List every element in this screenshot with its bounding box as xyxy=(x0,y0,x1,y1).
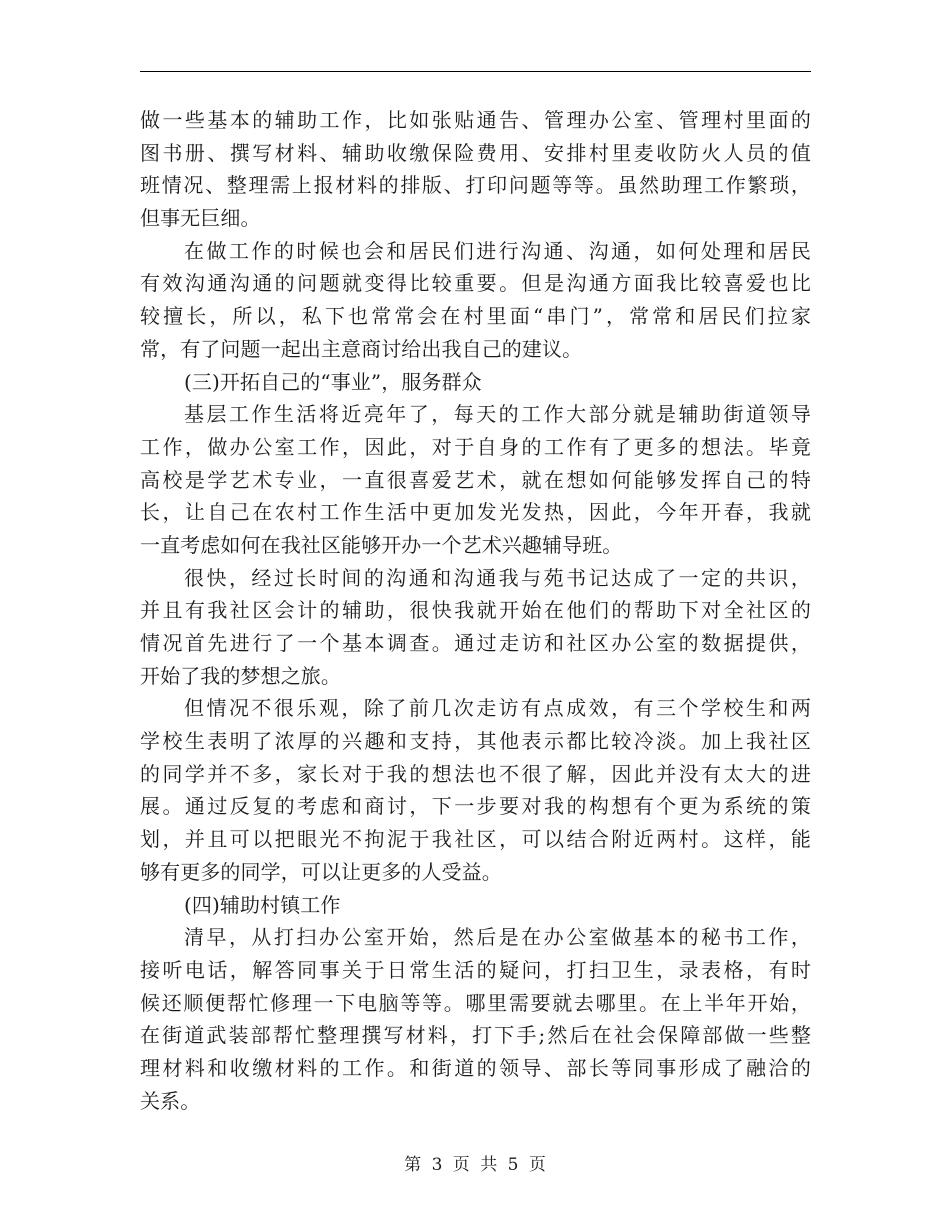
text-line: 的同学并不多，家长对于我的想法也不很了解，因此并没有太大的进 xyxy=(140,761,811,786)
text-line: 关系。 xyxy=(140,1088,201,1113)
text-line: 较擅长，所以，私下也常常会在村里面“串门”，常常和居民们拉家 xyxy=(140,304,811,329)
text-line: 图书册、撰写材料、辅助收缴保险费用、安排村里麦收防火人员的值 xyxy=(140,140,811,165)
text-line: (三)开拓自己的“事业”，服务群众 xyxy=(184,369,482,394)
text-line: 清早，从打扫办公室开始，然后是在办公室做基本的秘书工作， xyxy=(184,925,811,950)
text-line: 划，并且可以把眼光不拘泥于我社区，可以结合附近两村。这样，能 xyxy=(140,827,811,852)
text-line: 够有更多的同学，可以让更多的人受益。 xyxy=(140,859,502,884)
text-line: 情况首先进行了一个基本调查。通过走访和社区办公室的数据提供， xyxy=(140,631,811,655)
text-line: 高校是学艺术专业，一直很喜爱艺术，就在想如何能够发挥自己的特 xyxy=(140,467,811,492)
text-line: 理材料和收缴材料的工作。和街道的领导、部长等同事形成了融洽的 xyxy=(140,1055,811,1080)
text-line: 但情况不很乐观，除了前几次走访有点成效，有三个学校生和两 xyxy=(184,696,811,721)
text-line: 有效沟通沟通的问题就变得比较重要。但是沟通方面我比较喜爱也比 xyxy=(140,271,811,296)
text-line: 在做工作的时候也会和居民们进行沟通、沟通，如何处理和居民 xyxy=(184,238,811,263)
text-line: 学校生表明了浓厚的兴趣和支持，其他表示都比较冷淡。加上我社区 xyxy=(140,729,811,754)
text-line: 在街道武装部帮忙整理撰写材料，打下手;然后在社会保障部做一些整 xyxy=(140,1023,811,1048)
header-divider xyxy=(140,71,811,72)
text-line: 常，有了问题一起出主意商讨给出我自己的建议。 xyxy=(140,336,583,361)
text-line: 候还顺便帮忙修理一下电脑等等。哪里需要就去哪里。在上半年开始， xyxy=(140,990,811,1015)
text-line: 但事无巨细。 xyxy=(140,206,261,231)
page-footer: 第 3 页 共 5 页 xyxy=(404,1155,546,1175)
document-body xyxy=(140,104,811,1117)
text-line: 做一些基本的辅助工作，比如张贴通告、管理办公室、管理村里面的 xyxy=(140,108,811,132)
text-line: 长，让自己在农村工作生活中更加发光发热，因此，今年开春，我就 xyxy=(140,500,811,525)
text-line: 接听电话，解答同事关于日常生活的疑问，打扫卫生，录表格，有时 xyxy=(140,957,811,982)
text-line: 工作，做办公室工作，因此，对于自身的工作有了更多的想法。毕竟 xyxy=(140,434,811,459)
text-line: 基层工作生活将近亮年了，每天的工作大部分就是辅助街道领导 xyxy=(184,402,811,427)
text-line: 开始了我的梦想之旅。 xyxy=(140,663,341,688)
text-line: 并且有我社区会计的辅助，很快我就开始在他们的帮助下对全社区的 xyxy=(140,598,811,623)
text-line: (四)辅助村镇工作 xyxy=(184,892,341,917)
text-line: 一直考虑如何在我社区能够开办一个艺术兴趣辅导班。 xyxy=(140,532,623,557)
text-line: 班情况、整理需上报材料的排版、打印问题等等。虽然助理工作繁琐， xyxy=(140,173,811,198)
text-line: 展。通过反复的考虑和商讨，下一步要对我的构想有个更为系统的策 xyxy=(140,794,811,819)
text-line: 很快，经过长时间的沟通和沟通我与苑书记达成了一定的共识， xyxy=(184,565,811,590)
